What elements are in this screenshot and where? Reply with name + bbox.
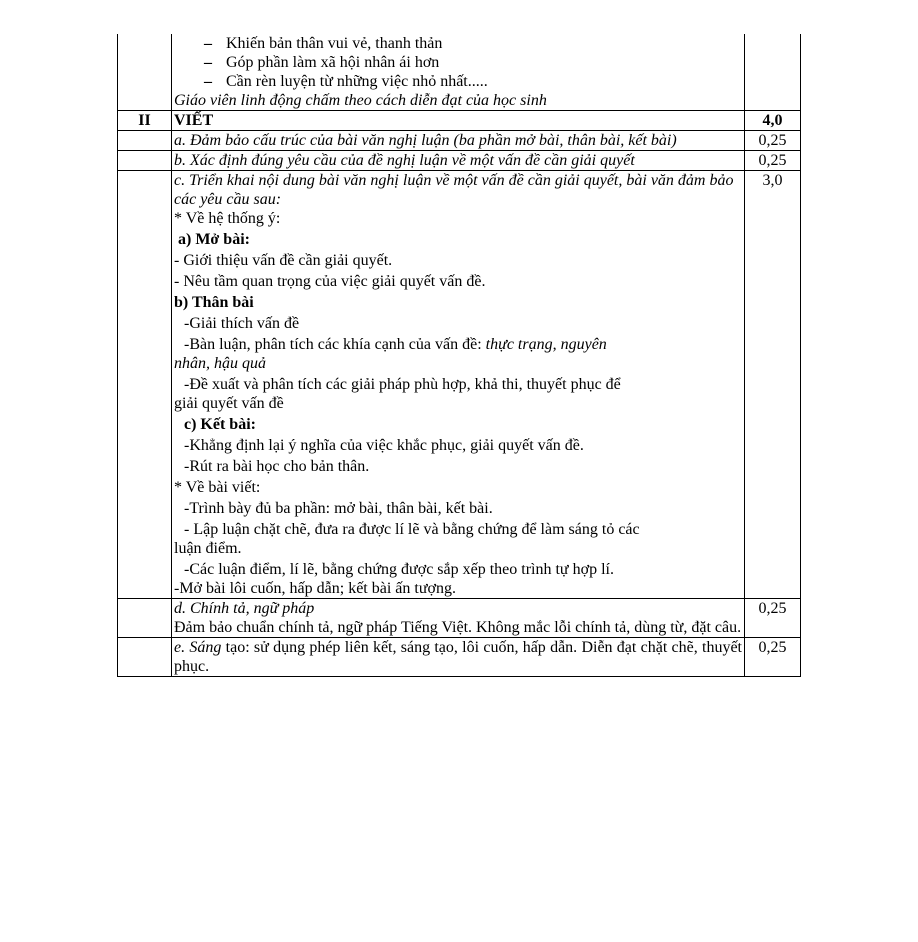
criterion-b-text: b. Xác định đúng yêu cầu của đề nghị luận về một vấn đề cần giải quyết — [172, 151, 745, 171]
criterion-b-score: 0,25 — [745, 151, 801, 171]
criterion-e-score: 0,25 — [745, 638, 801, 677]
criterion-c-row — [118, 171, 801, 599]
section1-tail-row — [118, 34, 801, 111]
intro-line: - Giới thiệu vấn đề cần giải quyết. — [174, 252, 393, 269]
section-total-score: 4,0 — [745, 111, 801, 131]
criterion-d-row — [118, 599, 801, 638]
criterion-e-text: tạo: sử dụng phép liên kết, sáng tạo, lôi cuốn, hấp dẫn. Diễn đạt chặt chẽ, thuyết phục. — [174, 639, 742, 675]
section-number-cell — [118, 34, 172, 111]
writing-line: -Trình bày đủ ba phần: mở bài, thân bài, kết bài. — [184, 500, 493, 517]
criterion-c-intro: c. Triển khai nội dung bài văn nghị luận về một vấn đề cần giải quyết, bài văn đảm bảo các yêu cầu sau: — [174, 172, 734, 208]
intro-line: - Nêu tầm quan trọng của việc giải quyết vấn đề. — [174, 273, 486, 290]
writing-label: * Về bài viết: — [174, 479, 261, 496]
criterion-c-content — [172, 171, 745, 599]
writing-line-cont: luận điểm. — [174, 540, 242, 557]
criterion-e-row — [118, 638, 801, 677]
section-number: II — [118, 111, 172, 131]
writing-line: -Các luận điểm, lí lẽ, bằng chứng được sắp xếp theo trình tự hợp lí. — [184, 561, 614, 578]
scoring-rubric-table — [117, 34, 801, 677]
idea-system-label: * Về hệ thống ý: — [174, 210, 281, 227]
criterion-a-row — [118, 131, 801, 151]
grading-note: Giáo viên linh động chấm theo cách diễn đạt của học sinh — [174, 92, 547, 109]
body-line: -Đề xuất và phân tích các giải pháp phù hợp, khả thi, thuyết phục để — [184, 376, 621, 393]
body-heading: b) Thân bài — [174, 294, 254, 311]
criterion-d-content — [172, 599, 745, 638]
body-line-cont: giải quyết vấn đề — [174, 395, 284, 412]
writing-line: - Lập luận chặt chẽ, đưa ra được lí lẽ và bằng chứng để làm sáng tỏ các — [184, 521, 640, 538]
conclusion-line: -Rút ra bài học cho bản thân. — [184, 458, 370, 475]
score-cell — [745, 34, 801, 111]
criterion-a-score: 0,25 — [745, 131, 801, 151]
body-line: -Giải thích vấn đề — [184, 315, 300, 332]
body-line-cont: nhân, hậu quả — [174, 355, 266, 372]
conclusion-line: -Khẳng định lại ý nghĩa của việc khắc phục, giải quyết vấn đề. — [184, 437, 584, 454]
section2-header-row — [118, 111, 801, 131]
criterion-b-row — [118, 151, 801, 171]
body-line: -Bàn luận, phân tích các khía cạnh của vấn đề: thực trạng, nguyên — [184, 336, 607, 353]
bullet-item: – Cần rèn luyện từ những việc nhỏ nhất..... — [204, 73, 488, 90]
conclusion-heading: c) Kết bài: — [184, 416, 256, 433]
criterion-d-text: Đảm bảo chuẩn chính tả, ngữ pháp Tiếng Việt. Không mắc lỗi chính tả, dùng từ, đặt câu. — [174, 619, 742, 636]
intro-heading: a) Mở bài: — [178, 231, 250, 248]
writing-line: -Mở bài lôi cuốn, hấp dẫn; kết bài ấn tượng. — [174, 580, 456, 597]
bullet-item: – Góp phần làm xã hội nhân ái hơn — [204, 54, 440, 71]
criterion-d-heading: d. Chính tả, ngữ pháp — [174, 600, 315, 617]
criterion-c-score: 3,0 — [745, 171, 801, 599]
section-title: VIẾT — [172, 111, 745, 131]
section1-tail-content — [172, 34, 745, 111]
bullet-item: – Khiến bản thân vui vẻ, thanh thản — [204, 35, 443, 52]
criterion-d-score: 0,25 — [745, 599, 801, 638]
criterion-a-text: a. Đảm bảo cấu trúc của bài văn nghị luận (ba phần mở bài, thân bài, kết bài) — [172, 131, 745, 151]
criterion-e-lead: e. Sáng — [174, 639, 222, 656]
criterion-e-content — [172, 638, 745, 677]
